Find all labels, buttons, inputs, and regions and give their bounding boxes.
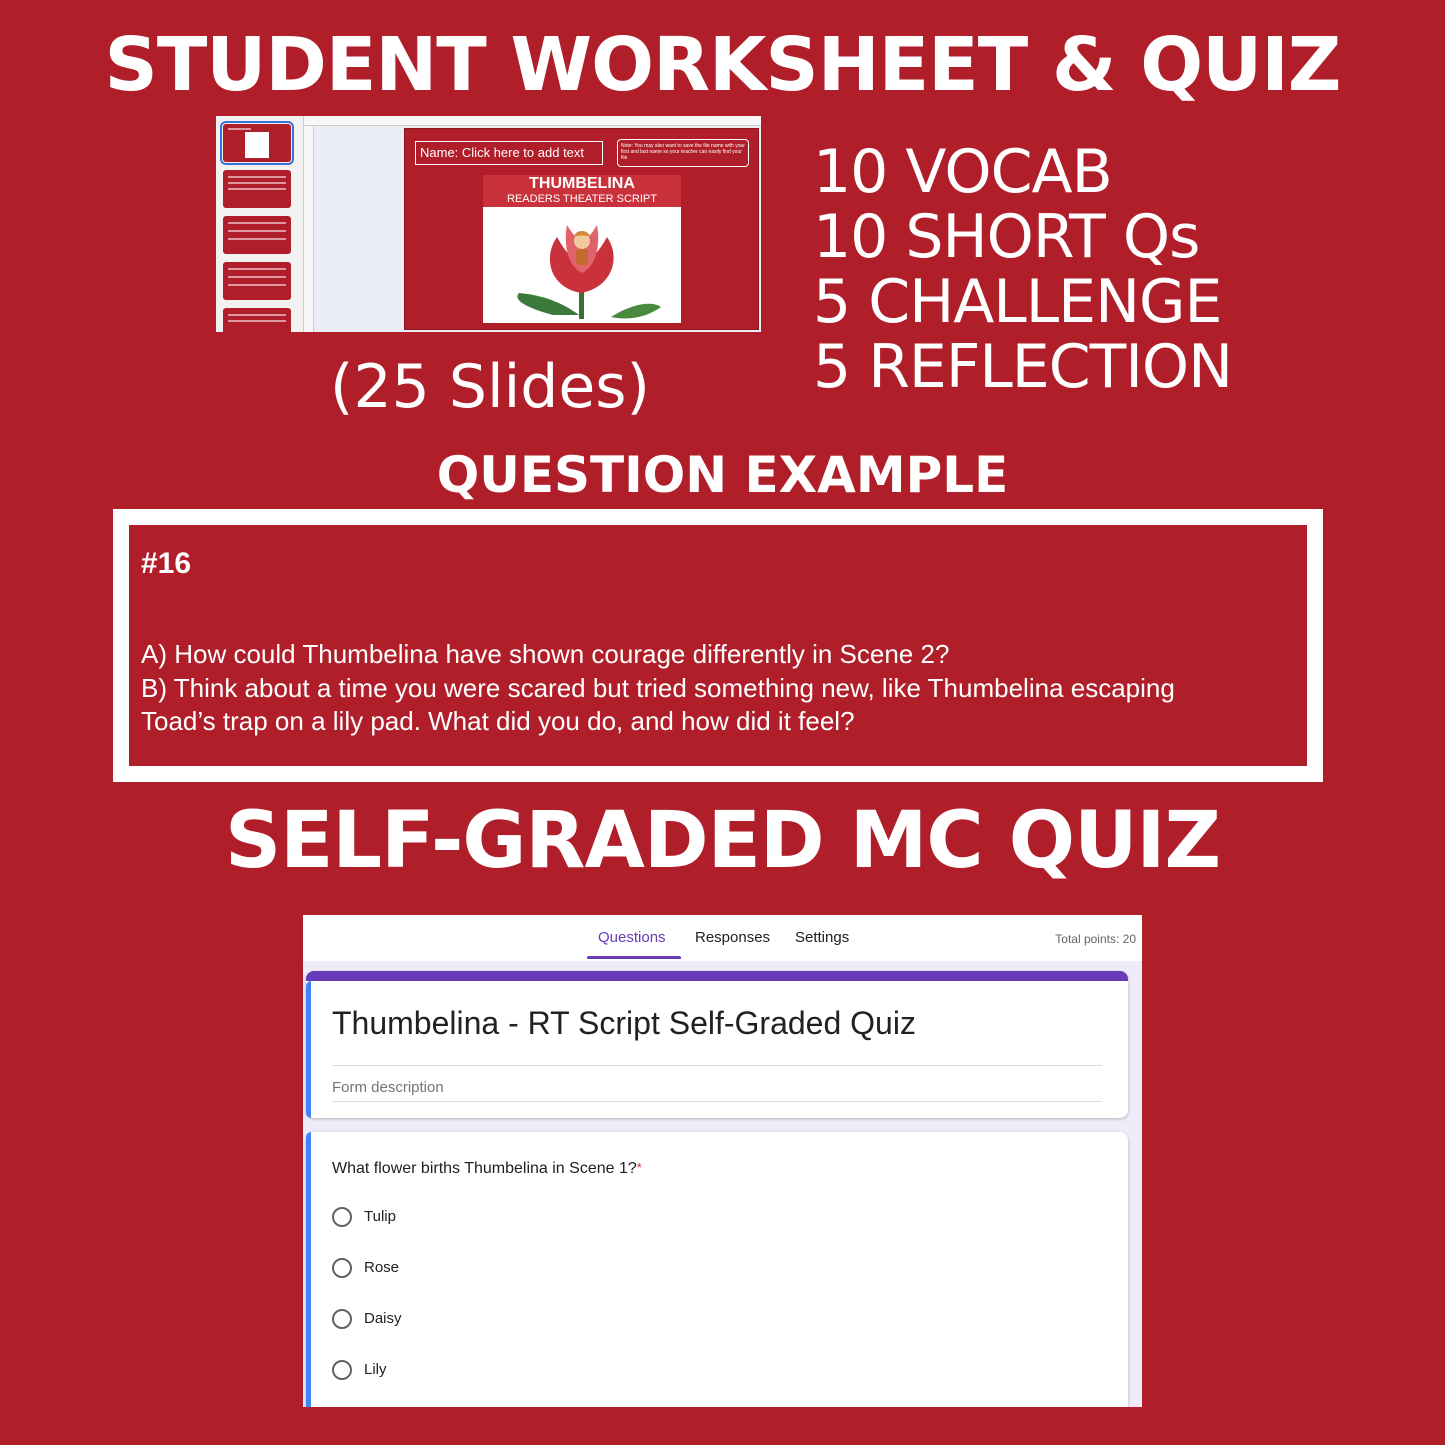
question-number: #16 bbox=[141, 547, 192, 580]
radio-button[interactable] bbox=[332, 1207, 352, 1227]
form-title-card bbox=[306, 971, 1128, 1118]
cover-title: THUMBELINA bbox=[529, 175, 635, 192]
form-title[interactable]: Thumbelina - RT Script Self-Graded Quiz bbox=[332, 1005, 916, 1041]
thumbelina-cover bbox=[483, 175, 681, 323]
stat-reflection: 5 REFLECTION bbox=[813, 332, 1233, 402]
name-text-box[interactable]: Name: Click here to add text bbox=[415, 141, 603, 165]
radio-button[interactable] bbox=[332, 1309, 352, 1329]
form-description-input[interactable]: Form description bbox=[332, 1079, 444, 1096]
slide-canvas bbox=[304, 116, 761, 332]
google-forms-editor bbox=[303, 915, 1142, 1407]
cover-subtitle: READERS THEATER SCRIPT bbox=[507, 193, 657, 205]
option-label: Tulip bbox=[364, 1208, 396, 1225]
current-slide bbox=[404, 128, 759, 330]
option-label: Rose bbox=[364, 1259, 400, 1276]
question-line-b: B) Think about a time you were scared but tried something new, like Thumbelina escaping bbox=[141, 673, 1175, 703]
question-card-indicator bbox=[306, 1132, 311, 1407]
description-underline bbox=[332, 1101, 1102, 1102]
question-line-a: A) How could Thumbelina have shown courage differently in Scene 2? bbox=[141, 639, 950, 669]
option-label: Daisy bbox=[364, 1310, 402, 1327]
tab-responses[interactable]: Responses bbox=[695, 929, 771, 946]
title-question-example: QUESTION EXAMPLE bbox=[436, 446, 1009, 504]
question-card[interactable] bbox=[306, 1132, 1128, 1407]
ruler-horizontal bbox=[304, 116, 761, 126]
slide-filmstrip bbox=[216, 116, 304, 332]
stats-list bbox=[813, 137, 1233, 402]
slide-thumbnail-3[interactable] bbox=[223, 216, 291, 254]
slide-thumbnail-4[interactable] bbox=[223, 262, 291, 300]
tulip-illustration bbox=[483, 207, 681, 323]
active-card-indicator bbox=[306, 981, 311, 1118]
radio-button[interactable] bbox=[332, 1360, 352, 1380]
question-title bbox=[332, 1160, 642, 1178]
tab-settings[interactable]: Settings bbox=[795, 929, 850, 946]
active-tab-indicator bbox=[587, 956, 681, 959]
question-line-c: Toad’s trap on a lily pad. What did you do, and how did it feel? bbox=[141, 706, 855, 736]
note-box: Note: You may also want to save the file name with your first and last name so your teacher can easily find your file bbox=[617, 139, 749, 167]
slide-thumbnail-1[interactable] bbox=[223, 124, 291, 162]
question-example-box bbox=[113, 509, 1323, 782]
slide-thumbnail-5[interactable] bbox=[223, 308, 291, 332]
required-asterisk: * bbox=[636, 1160, 642, 1175]
title-self-graded-quiz: SELF-GRADED MC QUIZ bbox=[224, 796, 1221, 886]
stat-challenge: 5 CHALLENGE bbox=[813, 267, 1222, 337]
slides-count-label: (25 Slides) bbox=[330, 352, 650, 422]
stat-short-questions: 10 SHORT Qs bbox=[813, 202, 1200, 272]
tab-questions[interactable]: Questions bbox=[598, 929, 666, 946]
ruler-vertical bbox=[304, 126, 314, 332]
slides-editor-preview bbox=[216, 116, 761, 332]
question-text: What flower births Thumbelina in Scene 1? bbox=[332, 1160, 637, 1177]
title-underline bbox=[332, 1065, 1102, 1066]
slide-thumbnail-2[interactable] bbox=[223, 170, 291, 208]
option-label: Lily bbox=[364, 1361, 387, 1378]
stat-vocab: 10 VOCAB bbox=[813, 137, 1112, 207]
forms-header bbox=[303, 915, 1142, 961]
title-student-worksheet: STUDENT WORKSHEET & QUIZ bbox=[104, 22, 1341, 108]
radio-button[interactable] bbox=[332, 1258, 352, 1278]
total-points: Total points: 20 bbox=[1055, 932, 1136, 946]
